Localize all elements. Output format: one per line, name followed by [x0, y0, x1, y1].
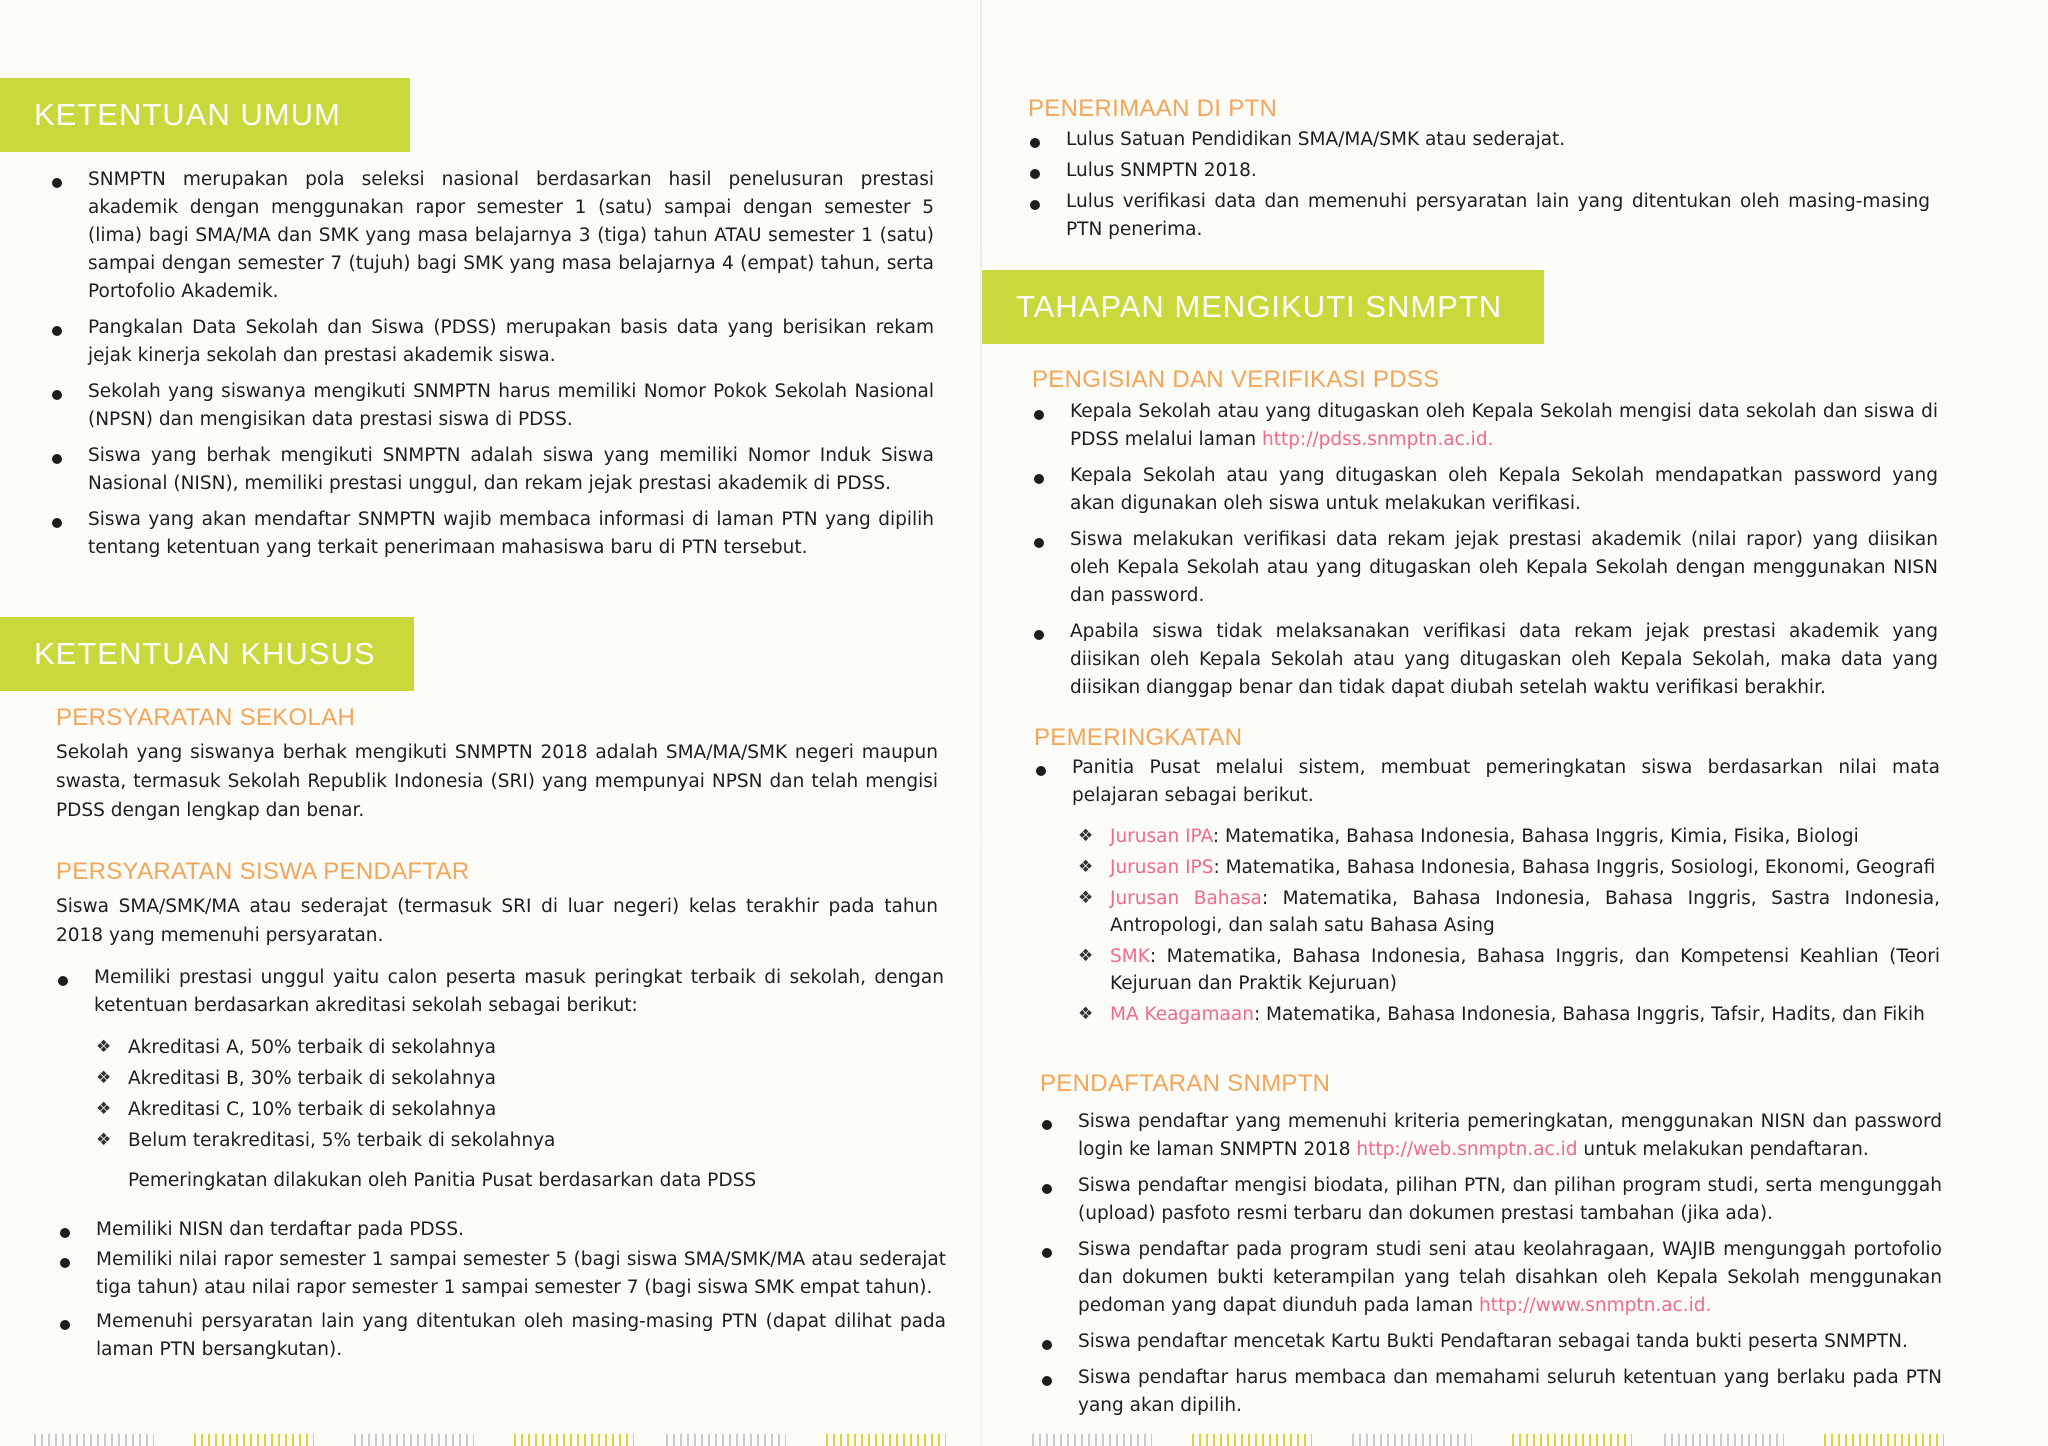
- list-item: Siswa yang akan mendaftar SNMPTN wajib membaca informasi di laman PTN yang dipilih tentang ketentuan yang terkait penerimaan mahasiswa baru di PTN tersebut.: [52, 506, 934, 562]
- pdss-link[interactable]: http://pdss.snmptn.ac.id.: [1261, 429, 1494, 450]
- bullet-icon: [1042, 1120, 1052, 1130]
- subheading-pemeringkatan: PEMERINGKATAN: [1034, 724, 1243, 751]
- jurusan-name: SMK: [1110, 946, 1150, 967]
- jurusan-name: MA Keagamaan: [1110, 1004, 1254, 1025]
- diamond-bullet-icon: ❖: [96, 1130, 112, 1150]
- subheading-penerimaan-ptn: PENERIMAAN DI PTN: [1028, 95, 1278, 122]
- pemeringkatan-note: Pemeringkatan dilakukan oleh Panitia Pusat berdasarkan data PDSS: [128, 1170, 757, 1191]
- bullet-icon: [52, 178, 62, 188]
- penerimaan-list: [1030, 126, 1930, 252]
- www-snmptn-link[interactable]: http://www.snmptn.ac.id.: [1478, 1295, 1712, 1316]
- subheading-pengisian-pdss: PENGISIAN DAN VERIFIKASI PDSS: [1032, 366, 1440, 393]
- footer-ticks: [194, 1434, 314, 1446]
- bullet-icon: [60, 1258, 70, 1268]
- footer-ticks: [666, 1434, 786, 1446]
- pemeringkatan-list: [1036, 754, 1940, 818]
- bullet-icon: [52, 454, 62, 464]
- list-item: Siswa pendaftar mencetak Kartu Bukti Pendaftaran sebagai tanda bukti peserta SNMPTN.: [1042, 1328, 1942, 1356]
- list-item: Apabila siswa tidak melaksanakan verifikasi data rekam jejak prestasi akademik yang diisikan oleh Kepala Sekolah atau yang ditugaskan oleh Kepala Sekolah, maka data yang diisikan dianggap benar dan tidak dapat diubah setelah waktu verifikasi berakhir.: [1034, 618, 1938, 702]
- page-fold: [980, 0, 982, 1446]
- section-banner-ketentuan-umum: [0, 78, 410, 152]
- list-item: Memiliki nilai rapor semester 1 sampai semester 5 (bagi siswa SMA/SMK/MA atau sederajat tiga tahun) atau nilai rapor semester 1 sampai semester 7 (bagi siswa SMK empat tahun).: [60, 1246, 946, 1302]
- akreditasi-list: [94, 1034, 914, 1158]
- list-item: ❖ Jurusan IPA: Matematika, Bahasa Indonesia, Bahasa Inggris, Kimia, Fisika, Biologi: [1076, 823, 1940, 850]
- list-item: ❖ Belum terakreditasi, 5% terbaik di sekolahnya: [94, 1127, 914, 1154]
- bullet-icon: [1034, 538, 1044, 548]
- bullet-icon: [58, 976, 68, 986]
- section-banner-tahapan: [982, 270, 1544, 344]
- footer-ticks: [514, 1434, 634, 1446]
- subheading-persyaratan-sekolah: PERSYARATAN SEKOLAH: [56, 704, 356, 731]
- diamond-bullet-icon: ❖: [1078, 1004, 1094, 1024]
- list-item: ❖ Akreditasi B, 30% terbaik di sekolahnya: [94, 1065, 914, 1092]
- list-item: Memenuhi persyaratan lain yang ditentukan oleh masing-masing PTN (dapat dilihat pada laman PTN bersangkutan).: [60, 1308, 946, 1364]
- diamond-bullet-icon: ❖: [96, 1037, 112, 1057]
- bullet-icon: [1034, 474, 1044, 484]
- list-item: Memiliki prestasi unggul yaitu calon peserta masuk peringkat terbaik di sekolah, dengan ketentuan berdasarkan akreditasi sekolah sebagai berikut:: [58, 964, 944, 1020]
- persyaratan-sekolah-text: Sekolah yang siswanya berhak mengikuti SNMPTN 2018 adalah SMA/MA/SMK negeri maupun swasta, termasuk Sekolah Republik Indonesia (SRI) yang mempunyai NPSN dan telah mengisi PDSS dengan lengkap dan benar.: [56, 742, 938, 821]
- persyaratan-siswa-list-1: [58, 964, 944, 1028]
- list-item: Siswa pendaftar pada program studi seni atau keolahragaan, WAJIB mengunggah portofolio dan dokumen bukti keterampilan yang telah disahkan oleh Kepala Sekolah menggunakan pedoman yang dapat diunduh pada laman http://www.snmptn.ac.id.: [1042, 1236, 1942, 1320]
- pendaftaran-list: [1042, 1108, 1942, 1428]
- list-item: Siswa pendaftar mengisi biodata, pilihan PTN, dan pilihan program studi, serta mengunggah (upload) pasfoto resmi terbaru dan dokumen prestasi tambahan (jika ada).: [1042, 1172, 1942, 1228]
- web-snmptn-link[interactable]: http://web.snmptn.ac.id: [1356, 1139, 1578, 1160]
- bullet-icon: [1034, 410, 1044, 420]
- bullet-icon: [52, 518, 62, 528]
- list-item: Lulus Satuan Pendidikan SMA/MA/SMK atau sederajat.: [1030, 126, 1930, 154]
- bullet-icon: [1030, 200, 1040, 210]
- subheading-persyaratan-siswa: PERSYARATAN SISWA PENDAFTAR: [56, 858, 470, 885]
- footer-ticks: [34, 1434, 154, 1446]
- diamond-bullet-icon: ❖: [96, 1099, 112, 1119]
- list-item: Siswa melakukan verifikasi data rekam jejak prestasi akademik (nilai rapor) yang diisikan oleh Kepala Sekolah atau yang ditugaskan oleh Kepala Sekolah dengan menggunakan NISN dan password.: [1034, 526, 1938, 610]
- footer-ticks: [1512, 1434, 1632, 1446]
- footer-ticks: [1192, 1434, 1312, 1446]
- subheading-pendaftaran: PENDAFTARAN SNMPTN: [1040, 1070, 1331, 1097]
- jurusan-name: Jurusan IPA: [1110, 826, 1213, 847]
- bullet-icon: [1042, 1248, 1052, 1258]
- list-item: Siswa yang berhak mengikuti SNMPTN adalah siswa yang memiliki Nomor Induk Siswa Nasional (NISN), memiliki prestasi unggul, dan rekam jejak prestasi akademik di PDSS.: [52, 442, 934, 498]
- list-item: Siswa pendaftar harus membaca dan memahami seluruh ketentuan yang berlaku pada PTN yang akan dipilih.: [1042, 1364, 1942, 1420]
- section-banner-ketentuan-khusus: [0, 617, 414, 691]
- bullet-icon: [1034, 630, 1044, 640]
- list-item: Kepala Sekolah atau yang ditugaskan oleh Kepala Sekolah mengisi data sekolah dan siswa di PDSS melalui laman http://pdss.snmptn.ac.id.: [1034, 398, 1938, 454]
- jurusan-name: Jurusan Bahasa: [1110, 888, 1262, 909]
- footer-ticks: [826, 1434, 946, 1446]
- list-item: ❖ Akreditasi C, 10% terbaik di sekolahnya: [94, 1096, 914, 1123]
- persyaratan-siswa-list-2: [60, 1216, 946, 1372]
- pdss-list: [1034, 398, 1938, 710]
- jurusan-list: [1076, 823, 1940, 1032]
- list-item: Siswa pendaftar yang memenuhi kriteria pemeringkatan, menggunakan NISN dan password login ke laman SNMPTN 2018 http://web.snmptn.ac.id untuk melakukan pendaftaran.: [1042, 1108, 1942, 1164]
- bullet-icon: [60, 1228, 70, 1238]
- list-item: Sekolah yang siswanya mengikuti SNMPTN harus memiliki Nomor Pokok Sekolah Nasional (NPSN) dan mengisikan data prestasi siswa di PDSS.: [52, 378, 934, 434]
- list-item: ❖ Jurusan Bahasa: Matematika, Bahasa Indonesia, Bahasa Inggris, Sastra Indonesia, Antropologi, dan salah satu Bahasa Asing: [1076, 885, 1940, 939]
- footer-ticks: [1664, 1434, 1784, 1446]
- diamond-bullet-icon: ❖: [1078, 857, 1094, 877]
- banner-title: TAHAPAN MENGIKUTI SNMPTN: [1016, 289, 1503, 324]
- list-item: SNMPTN merupakan pola seleksi nasional berdasarkan hasil penelusuran prestasi akademik dengan menggunakan rapor semester 1 (satu) sampai dengan semester 5 (lima) bagi SMA/MA dan SMK yang masa belajarnya 3 (tiga) tahun ATAU semester 1 (satu) sampai dengan semester 7 (tujuh) bagi SMK yang masa belajarnya 4 (empat) tahun, serta Portofolio Akademik.: [52, 166, 934, 306]
- footer-ticks: [1352, 1434, 1472, 1446]
- bullet-icon: [1036, 766, 1046, 776]
- diamond-bullet-icon: ❖: [96, 1068, 112, 1088]
- footer-ticks: [1824, 1434, 1944, 1446]
- footer-ticks: [354, 1434, 474, 1446]
- banner-title: KETENTUAN KHUSUS: [34, 636, 376, 671]
- list-item: Pangkalan Data Sekolah dan Siswa (PDSS) merupakan basis data yang berisikan rekam jejak kinerja sekolah dan prestasi akademik siswa.: [52, 314, 934, 370]
- list-item: Lulus verifikasi data dan memenuhi persyaratan lain yang ditentukan oleh masing-masing PTN penerima.: [1030, 188, 1930, 244]
- bullet-icon: [52, 390, 62, 400]
- list-item: Lulus SNMPTN 2018.: [1030, 157, 1930, 185]
- persyaratan-siswa-intro: Siswa SMA/SMK/MA atau sederajat (termasuk SRI di luar negeri) kelas terakhir pada tahun 2018 yang memenuhi persyaratan.: [56, 896, 938, 946]
- list-item: ❖ SMK: Matematika, Bahasa Indonesia, Bahasa Inggris, dan Kompetensi Keahlian (Teori Kejuruan dan Praktik Kejuruan): [1076, 943, 1940, 997]
- list-item: Memiliki NISN dan terdaftar pada PDSS.: [60, 1216, 946, 1244]
- diamond-bullet-icon: ❖: [1078, 888, 1094, 908]
- bullet-icon: [1030, 138, 1040, 148]
- bullet-icon: [52, 326, 62, 336]
- diamond-bullet-icon: ❖: [1078, 946, 1094, 966]
- bullet-icon: [1042, 1376, 1052, 1386]
- diamond-bullet-icon: ❖: [1078, 826, 1094, 846]
- list-item: Kepala Sekolah atau yang ditugaskan oleh Kepala Sekolah mendapatkan password yang akan digunakan oleh siswa untuk melakukan verifikasi.: [1034, 462, 1938, 518]
- jurusan-name: Jurusan IPS: [1110, 857, 1214, 878]
- banner-title: KETENTUAN UMUM: [34, 97, 341, 132]
- bullet-icon: [1030, 169, 1040, 179]
- list-item: ❖ Akreditasi A, 50% terbaik di sekolahnya: [94, 1034, 914, 1061]
- bullet-icon: [60, 1320, 70, 1330]
- footer-ticks: [1032, 1434, 1152, 1446]
- bullet-icon: [1042, 1184, 1052, 1194]
- ketentuan-umum-list: [52, 166, 934, 570]
- bullet-icon: [1042, 1340, 1052, 1350]
- list-item: ❖ Jurusan IPS: Matematika, Bahasa Indonesia, Bahasa Inggris, Sosiologi, Ekonomi, Geografi: [1076, 854, 1940, 881]
- list-item: Panitia Pusat melalui sistem, membuat pemeringkatan siswa berdasarkan nilai mata pelajaran sebagai berikut.: [1036, 754, 1940, 810]
- list-item: ❖ MA Keagamaan: Matematika, Bahasa Indonesia, Bahasa Inggris, Tafsir, Hadits, dan Fikih: [1076, 1001, 1940, 1028]
